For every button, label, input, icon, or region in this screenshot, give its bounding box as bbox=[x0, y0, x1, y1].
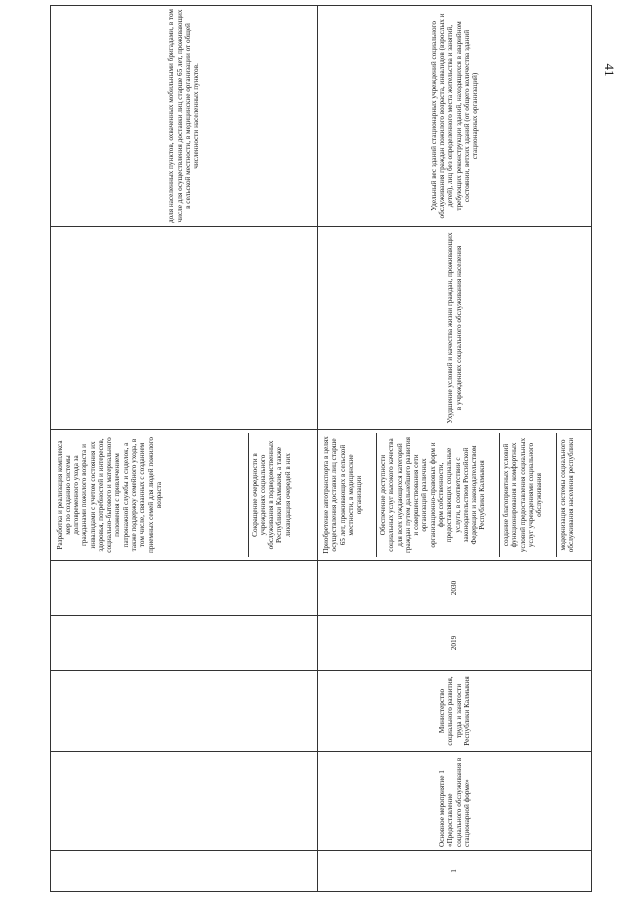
page-number: 41 bbox=[602, 63, 617, 77]
indicator-cell: Удельный вес зданий стационарных учреждений социального обслуживания граждан пожилого возраста, инвалидов (взрослых и детей), лиц без определенного места жительства и занятий, требующих реконструкции зданий, находящихся в аварийном состоянии, ветхих зданий (от общего количества зданий стационарных организаций) bbox=[318, 6, 592, 227]
table-row bbox=[318, 6, 592, 892]
row-number-cell bbox=[51, 851, 318, 892]
expected-results-cell bbox=[318, 430, 592, 561]
year-end-cell: 2030 bbox=[318, 561, 592, 616]
executor-cell bbox=[51, 671, 318, 752]
result-item: модернизация системы социального обслуживания населения республики bbox=[559, 437, 576, 553]
result-item: создание благоприятных условий функционирования и комфортных условий предоставления социальных услуг учреждениями социального обслуживания bbox=[500, 433, 557, 557]
measure-name-cell bbox=[51, 752, 318, 851]
year-start-cell: 2019 bbox=[318, 616, 592, 671]
result-item: Сокращение очередности в учреждениях социального обслуживания в подведомственных Республики Калмыкия, а также ликвидация очередей в них bbox=[250, 440, 292, 550]
rotated-table-region bbox=[50, 9, 580, 892]
consequences-cell bbox=[51, 227, 318, 430]
indicator-cell: доля населенных пунктов, охваченных мобильными бригадами, в том числе для осуществления доставки лиц старше 65 лет, проживающих в сельской местности, в медицинские организации от общей численности населенных пунктов. bbox=[51, 6, 318, 227]
program-table bbox=[50, 5, 592, 892]
year-end-cell bbox=[51, 561, 318, 616]
executor-cell: Министерство социального развития, труда и занятости Республики Калмыкия bbox=[318, 671, 592, 752]
result-item: Разработка и реализация комплекса мер по созданию системы долговременного ухода за гражданами пожилого возраста и инвалидами с учетом состояния их здоровья, потребностей и интересов, социально-бытового и материального положения с привлечением патронажной службы и сиделок, а также поддержку семейного ухода, в том числе, связанных с созданием приемных семей для людей пожилого возраста bbox=[54, 433, 249, 557]
expected-results-cell bbox=[51, 430, 318, 561]
consequences-cell: Ухудшение условий и качества жизни граждан, проживающих в учреждениях социального обслуживания населения bbox=[318, 227, 592, 430]
year-start-cell bbox=[51, 616, 318, 671]
row-number-cell: 1 bbox=[318, 851, 592, 892]
table-row bbox=[51, 6, 318, 892]
result-item: Обеспечение доступности социальных услуг высокого качества для всех нуждающихся категорий граждан путем дальнейшего развития и совершенствования сети организаций различных организационно-правовых форм и форм собственности, предоставляющих социальные услуги, в соответствии с законодательством Российской Федерации и законодательством Республики Калмыкия bbox=[377, 433, 500, 557]
measure-name-cell: Основное мероприятие 1 «Предоставление социального обслуживания в стационарной форме» bbox=[318, 752, 592, 851]
result-item: Приобретение автотранспорта в целях осуществления доставки лиц старше 65 лет, проживающих в сельской местности, в медицинские организации bbox=[320, 433, 377, 557]
